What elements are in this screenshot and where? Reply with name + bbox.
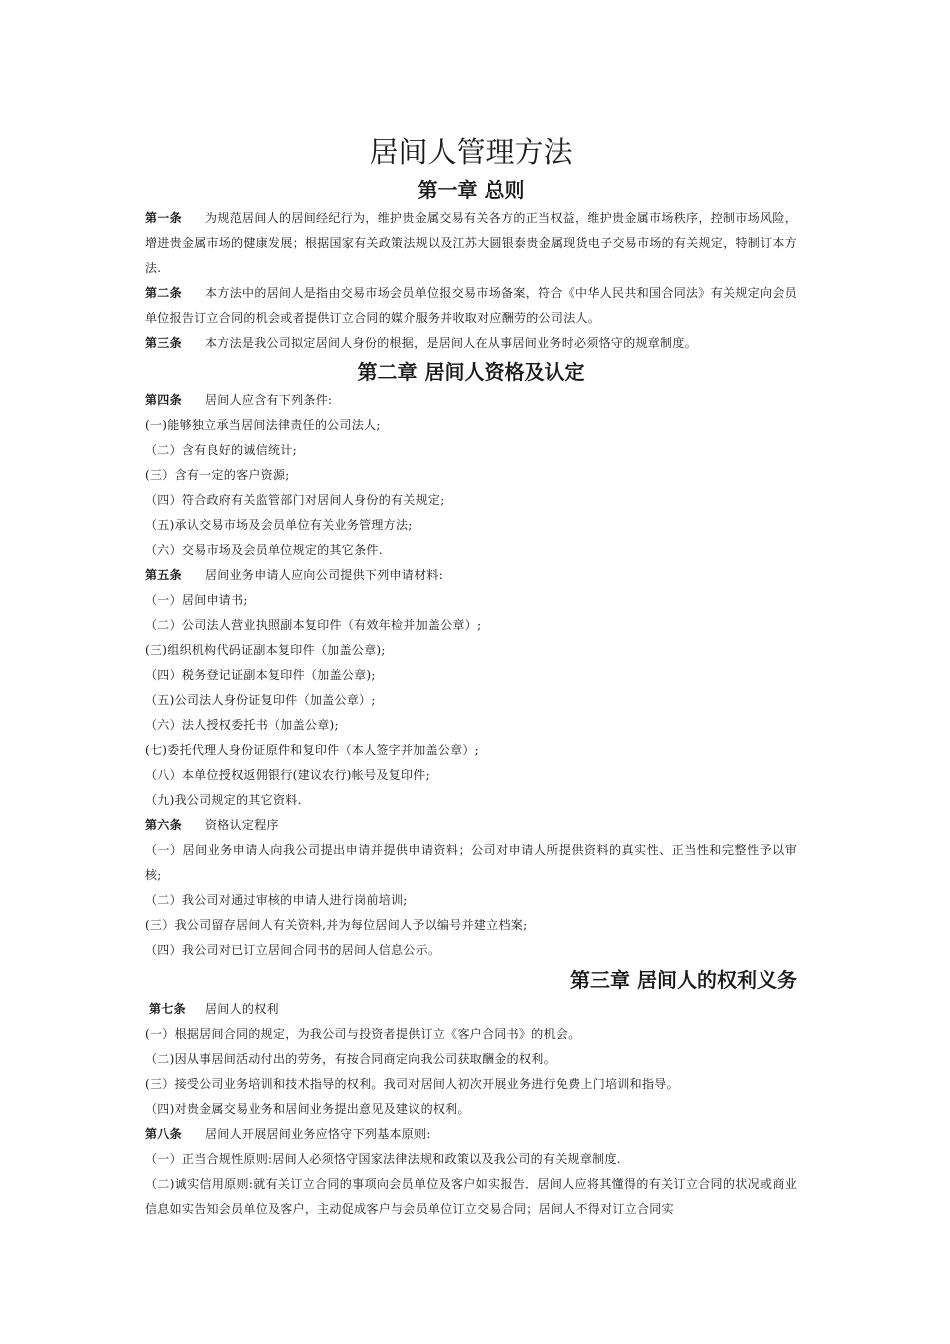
list-item: (三）接受公司业务培训和技术指导的权利。我司对居间人初次开展业务进行免费上门培训和指导。: [145, 1077, 679, 1091]
article-text: 本方法是我公司拟定居间人身份的根据，是居间人在从事居间业务时必须恪守的规章制度。: [205, 336, 698, 350]
article-label: 第四条: [145, 393, 182, 407]
list-item: （四）我公司对已订立居间合同书的居间人信息公示。: [145, 943, 441, 957]
list-item: （五)公司法人身份证复印件（加盖公章）;: [145, 693, 376, 707]
list-item: （二）我公司对通过审核的申请人进行岗前培训;: [145, 893, 408, 907]
list-item: （二）含有良好的诚信统计;: [145, 443, 297, 457]
list-item: (七)委托代理人身份证原件和复印件（本人签字并加盖公章）;: [145, 743, 480, 757]
list-item: (三）含有一定的客户资源;: [145, 468, 290, 482]
article-1: [145, 206, 797, 281]
list-item: （一）居间申请书;: [145, 593, 248, 607]
article-label: 第一条: [145, 211, 182, 225]
article-label: 第八条: [145, 1127, 182, 1141]
list-item: （四)对贵金属交易业务和居间业务提出意见及建议的权利。: [145, 1102, 470, 1116]
list-item: （九)我公司规定的其它资料.: [145, 793, 302, 807]
chapter-2-heading: 第二章 居间人资格及认定: [357, 360, 585, 384]
article-label: 第七条: [149, 1002, 186, 1016]
list-item: (一）根据居间合同的规定，为我公司与投资者提供订立《客户合同书》的机会。: [145, 1027, 581, 1041]
article-text: 本方法中的居间人是指由交易市场会员单位报交易市场备案，符合《中华人民共和国合同法》有关规定向会员单位报告订立合同的机会或者提供订立合同的媒介服务并收取对应酬劳的公司法人。: [145, 286, 797, 325]
list-item: （八）本单位授权返佣银行(建议农行)帐号及复印件;: [145, 768, 430, 782]
article-label: 第五条: [145, 568, 182, 582]
article-label: 第二条: [145, 286, 182, 300]
list-item: （一）正当合规性原则:居间人必须恪守国家法律法规和政策以及我公司的有关规章制度.: [145, 1152, 621, 1166]
article-text: 居间人应含有下列条件:: [205, 393, 333, 407]
article-8: [145, 1122, 797, 1147]
article-text: 居间人的权利: [205, 1002, 279, 1016]
document-body: [145, 130, 797, 1222]
list-item: （四）税务登记证副本复印件（加盖公章);: [145, 668, 376, 682]
list-item: （一）居间业务申请人向我公司提出申请并提供申请资料；公司对申请人所提供资料的真实性、正当性和完整性予以审核;: [145, 843, 797, 882]
article-label: 第三条: [145, 336, 182, 350]
list-item: （二)因从事居间活动付出的劳务，有按合同商定向我公司获取酬金的权利。: [145, 1052, 556, 1066]
article-3: [145, 331, 797, 356]
article-7: [145, 997, 797, 1022]
article-text: 资格认定程序: [205, 818, 279, 832]
chapter-1-heading: 第一章 总则: [417, 178, 525, 202]
list-item: （五)承认交易市场及会员单位有关业务管理方法;: [145, 518, 413, 532]
article-label: 第六条: [145, 818, 182, 832]
chapter-3-heading: 第三章 居间人的权利义务: [570, 968, 797, 992]
article-4: [145, 388, 797, 413]
list-item: （二）公司法人营业执照副本复印件（有效年检并加盖公章）;: [145, 618, 482, 632]
article-2: [145, 281, 797, 331]
document-title: 居间人管理方法: [369, 135, 573, 169]
list-item: （六）法人授权委托书（加盖公章);: [145, 718, 339, 732]
list-item: （六）交易市场及会员单位规定的其它条件.: [145, 543, 383, 557]
article-text: 为规范居间人的居间经纪行为，维护贵金属交易有关各方的正当权益，维护贵金属市场秩序，控制市场风险，增进贵金属市场的健康发展；根据国家有关政策法规以及江苏大圆银泰贵金属现货电子交易市场的有关规定，特制订本方法.: [145, 211, 797, 275]
list-item: (三)组织机构代码证副本复印件（加盖公章);: [145, 643, 386, 657]
list-item: （四）符合政府有关监管部门对居间人身份的有关规定;: [145, 493, 445, 507]
list-item: （二)诚实信用原则:就有关订立合同的事项向会员单位及客户如实报告．居间人应将其懂得的有关订立合同的状况或商业信息如实告知会员单位及客户，主动促成客户与会员单位订立交易合同；居间人不得对订立合同实: [145, 1177, 797, 1216]
list-item: (一)能够独立承当居间法律责任的公司法人;: [145, 418, 381, 432]
article-5: [145, 563, 797, 588]
list-item: (三）我公司留存居间人有关资料,并为每位居间人予以编号并建立档案;: [145, 918, 528, 932]
article-text: 居间人开展居间业务应恪守下列基本原则:: [205, 1127, 431, 1141]
article-6: [145, 813, 797, 838]
article-text: 居间业务申请人应向公司提供下列申请材料:: [205, 568, 444, 582]
